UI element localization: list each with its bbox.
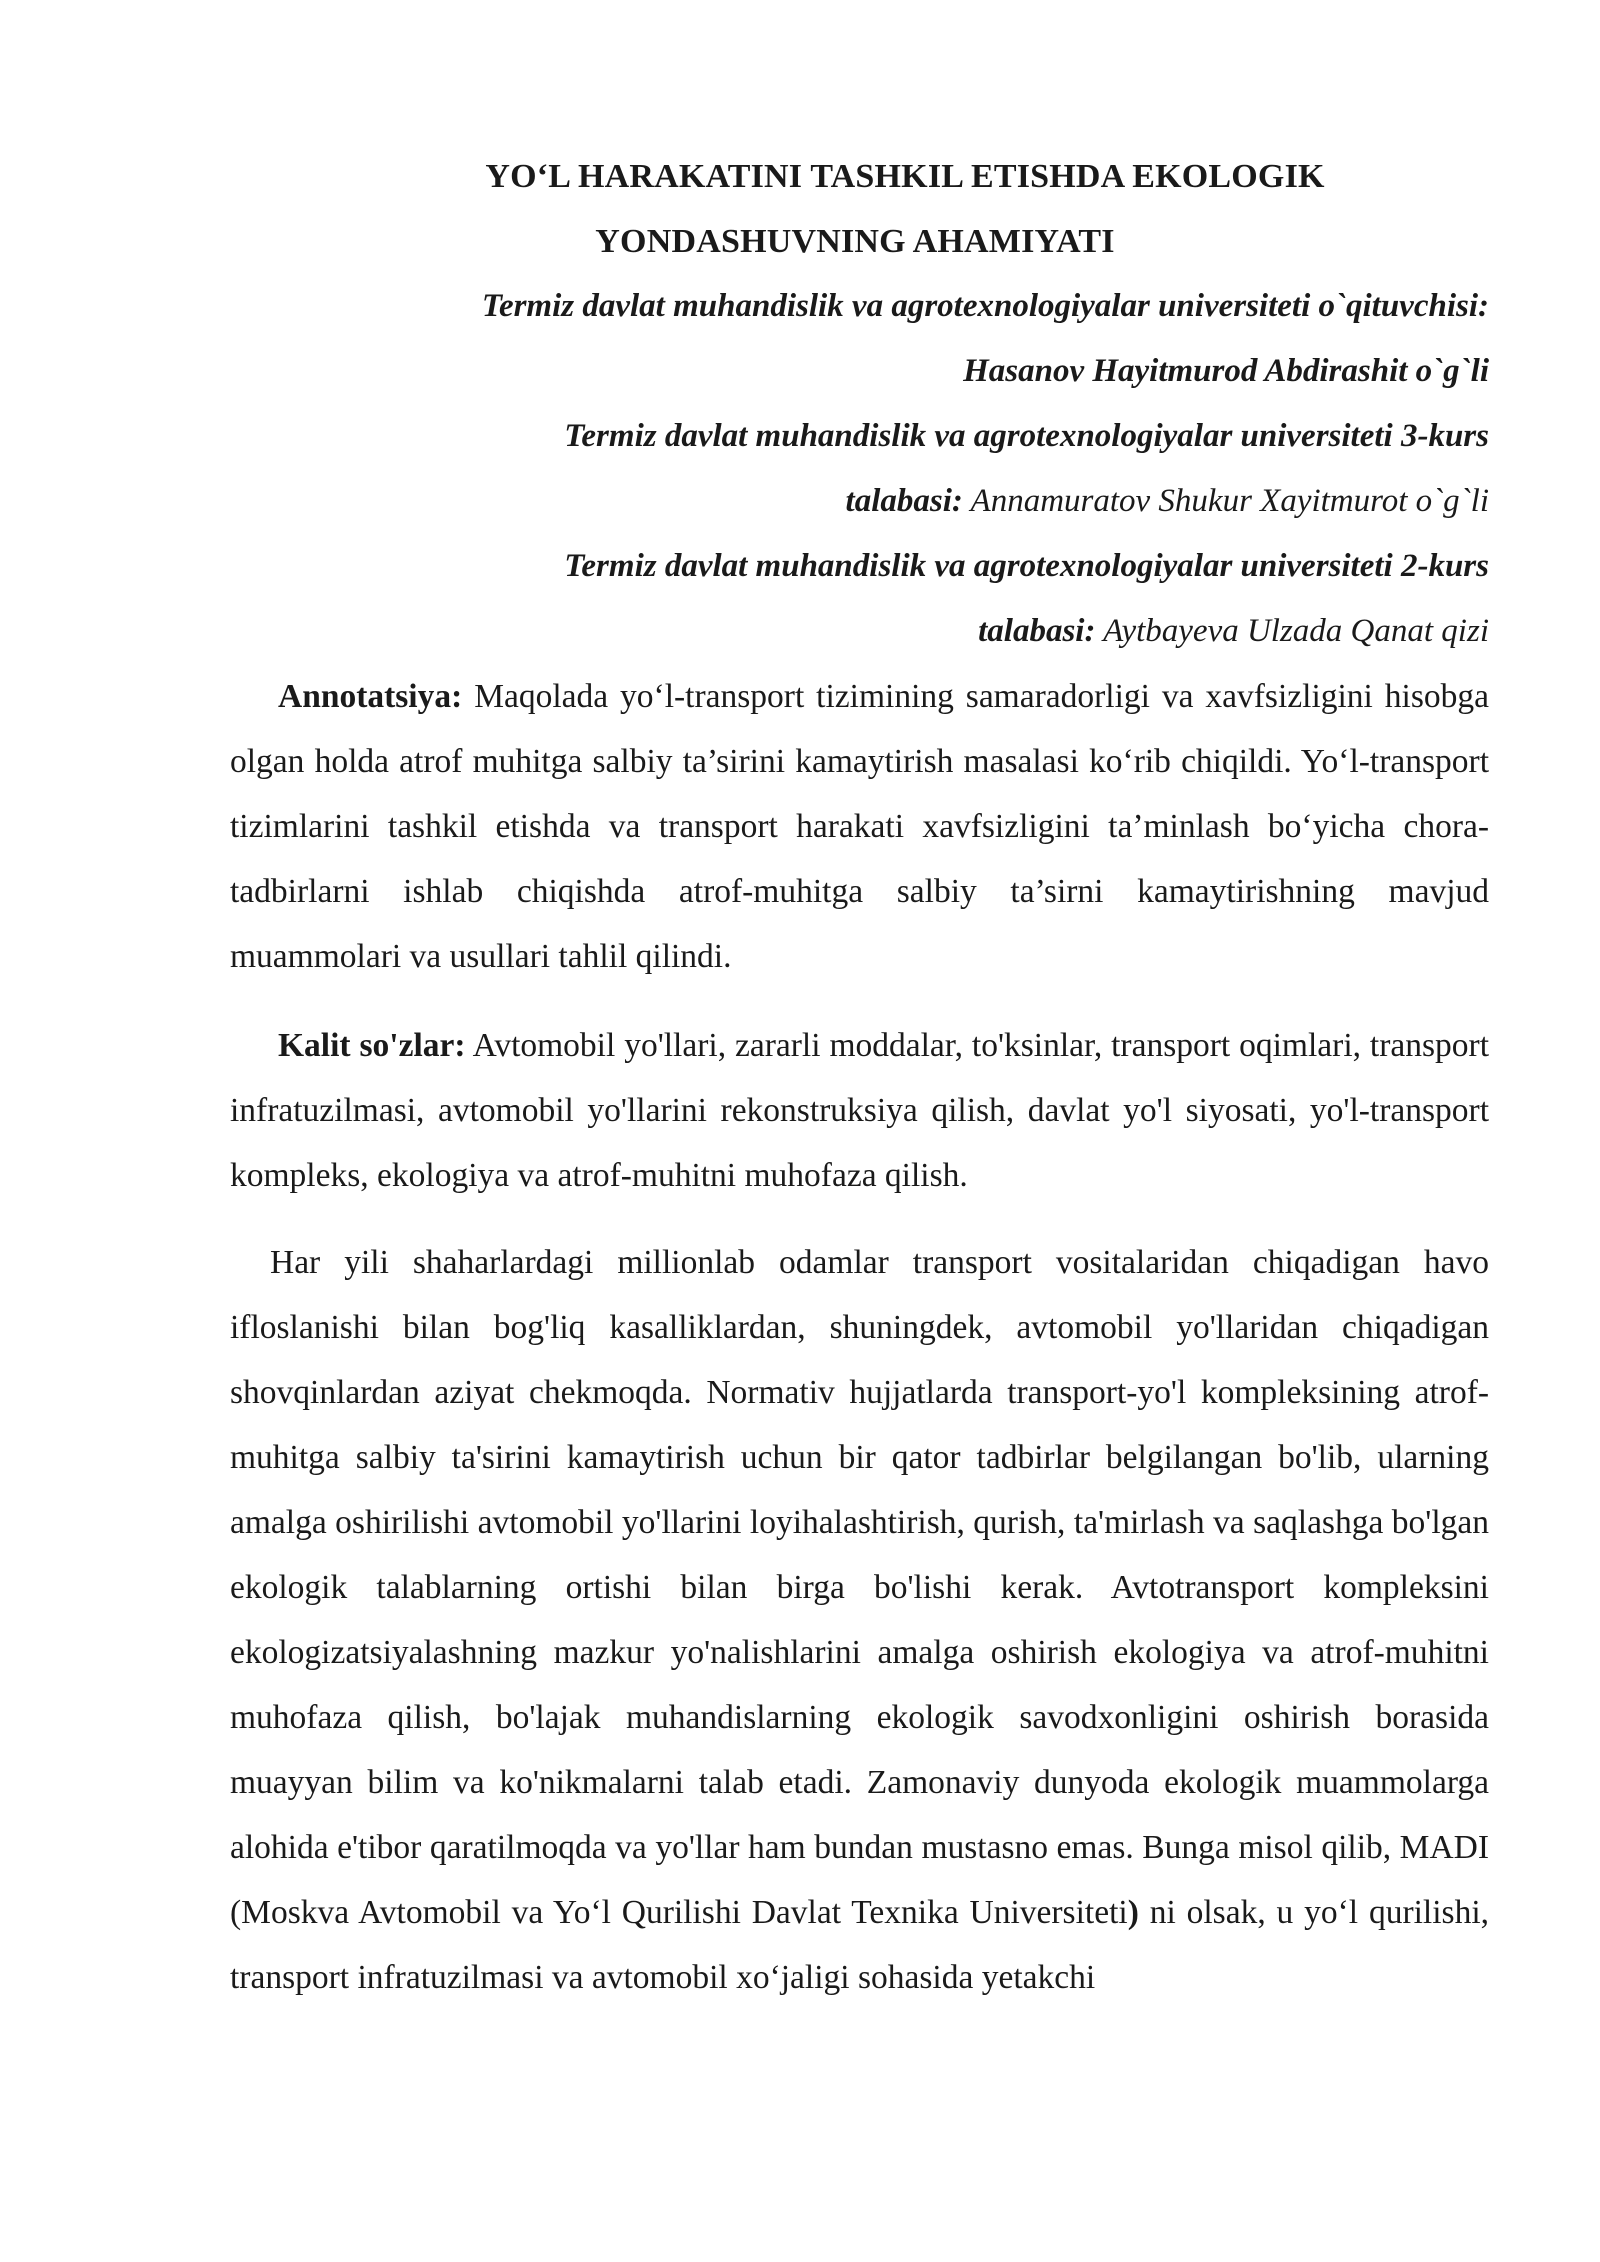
body-text-paren: ) xyxy=(1127,1894,1139,1931)
title-line-1: YO‘L HARAKATINI TASHKIL ETISHDA EKOLOGIK xyxy=(485,158,1325,195)
abstract-paragraph xyxy=(230,664,1489,989)
author-1-name-text: Hasanov Hayitmurod Abdirashit o`g`li xyxy=(963,353,1489,389)
author-3-affiliation-text: Termiz davlat muhandislik va agrotexnologiyalar universiteti 2-kurs xyxy=(564,548,1489,584)
abstract-text: Maqolada yo‘l-transport tizimining samaradorligi va xavfsizligini hisobga olgan holda atrof muhitga salbiy ta’sirini kamaytirish masalasi ko‘rib chiqildi. Yo‘l-transport tizimlarini tashkil etishda va transport harakati xavfsizligini ta’minlash bo‘yicha chora-tadbirlarni ishlab chiqishda atrof-muhitga salbiy ta’sirni kamaytirishning mavjud muammolari va usullari tahlil qilindi. xyxy=(230,678,1489,975)
body-paragraph xyxy=(230,1230,1489,2010)
body-text-part1: Har yili shaharlardagi millionlab odamlar transport vositalaridan chiqadigan havo ifloslanishi bilan bog'liq kasalliklardan, shuningdek, avtomobil yo'llaridan chiqadigan shovqinlardan aziyat chekmoqda. Normativ hujjatlarda transport-yo'l kompleksining atrof-muhitga salbiy ta'sirini kamaytirish uchun bir qator tadbirlar belgilangan bo'lib, ularning amalga oshirilishi avtomobil yo'llarini loyihalashtirish, qurish, ta'mirlash va saqlashga bo'lgan ekologik talablarning ortishi bilan birga bo'lishi kerak. Avtotransport kompleksini ekologizatsiyalashning mazkur yo'nalishlarini amalga oshirish ekologiya va atrof-muhitni muhofaza qilish, bo'lajak muhandislarning ekologik savodxonligini oshirish borasida muayyan bilim va ko'nikmalarni talab etadi. Zamonaviy dunyoda ekologik muammolarga alohida e'tibor qaratilmoqda va yo'llar ham bundan mustasno emas. Bunga misol qilib, MADI (Moskva Avtomobil va Yo‘l Qurilishi Davlat Texnika Universiteti xyxy=(230,1244,1489,1931)
author-2-name-text: Annamuratov Shukur Xayitmurot o`g`li xyxy=(970,483,1489,519)
keywords-text: Avtomobil yo'llari, zararli moddalar, to'ksinlar, transport oqimlari, transport infratuzilmasi, avtomobil yo'llarini rekonstruksiya qilish, davlat yo'l siyosati, yo'l-transport kompleks, ekologiya va atrof-muhitni muhofaza qilish. xyxy=(230,1027,1489,1194)
author-3-name-text: Aytbayeva Ulzada Qanat qizi xyxy=(1103,613,1489,649)
author-1-affiliation xyxy=(482,286,1489,326)
author-2-affiliation xyxy=(564,416,1489,456)
author-3-affiliation xyxy=(564,546,1489,586)
author-2-role: talabasi: xyxy=(845,483,963,519)
author-3-role: talabasi: xyxy=(978,613,1096,649)
author-2-affiliation-text: Termiz davlat muhandislik va agrotexnologiyalar universiteti 3-kurs xyxy=(564,418,1489,454)
author-3-name xyxy=(978,611,1489,651)
author-1-name xyxy=(963,351,1489,391)
author-2-name xyxy=(846,481,1489,521)
abstract-label: Annotatsiya: xyxy=(278,678,463,715)
author-1-affiliation-text: Termiz davlat muhandislik va agrotexnologiyalar universiteti o`qituvchisi: xyxy=(481,288,1489,324)
keywords-paragraph xyxy=(230,1013,1489,1208)
title-line-2: YONDASHUVNING AHAMIYATI xyxy=(595,223,1115,260)
keywords-label: Kalit so'zlar: xyxy=(278,1027,466,1064)
body-text-part2: ni olsak, u yo‘l qurilishi, transport infratuzilmasi va avtomobil xo‘jaligi sohasida yetakchi xyxy=(230,1894,1490,1996)
